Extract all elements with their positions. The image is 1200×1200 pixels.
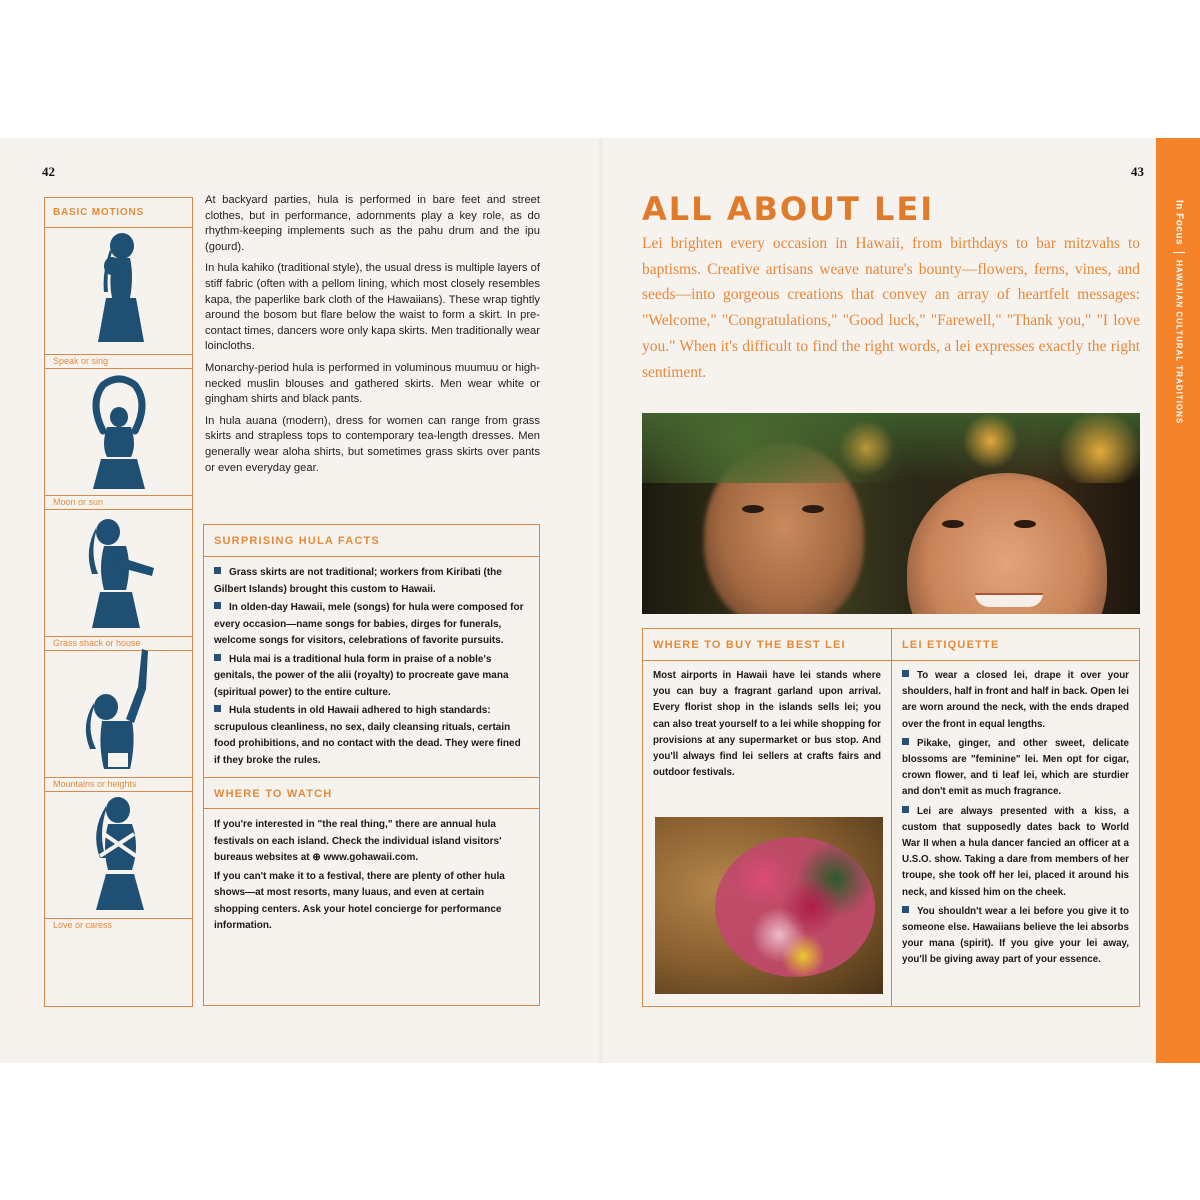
square-bullet-icon [902, 906, 909, 913]
fact-text: Grass skirts are not traditional; workers from Kiribati (the Gilbert Islands) brought this custom to Hawaii. [214, 567, 502, 595]
hula-figure-speak-icon [45, 228, 192, 354]
eye [942, 520, 964, 528]
motion-caption: Speak or sing [45, 354, 192, 368]
etiquette-text: You shouldn't wear a lei before you give it to someone else. Hawaiians believe the lei absorbs your mana (spirit). If you give your lei away, you'll be giving away part of your essence. [902, 905, 1129, 966]
square-bullet-icon [214, 654, 221, 661]
side-tab-text [1173, 200, 1185, 424]
where-to-watch-text [204, 809, 539, 943]
etiquette-item [902, 904, 1129, 969]
square-bullet-icon [902, 806, 909, 813]
motion-caption: Moon or sun [45, 495, 192, 509]
hula-figure-moon-icon [45, 369, 192, 495]
book-spread [0, 138, 1200, 1063]
hula-figure-love-icon [45, 792, 192, 918]
side-tab-section: HAWAIIAN CULTURAL TRADITIONS [1174, 260, 1184, 425]
etiquette-text: To wear a closed lei, drape it over your shoulders, half in front and half in back. Open lei are worn around the neck, with the ends draped over the front in equal lengths. [902, 670, 1129, 730]
motion-caption: Grass shack or house [45, 636, 192, 650]
page-number-right: 43 [1131, 164, 1144, 179]
lei-etiquette-list [892, 661, 1139, 979]
section-side-tab [1156, 138, 1200, 1063]
basic-motions-header: BASIC MOTIONS [45, 198, 192, 228]
watch-paragraph: If you're interested in "the real thing," there are annual hula festivals on each island. Check the individual island visitors' bureaus websites at ⊕ www.gohawaii.com. [214, 819, 502, 863]
where-to-buy-header: WHERE TO BUY THE BEST LEI [643, 629, 891, 661]
etiquette-item [902, 804, 1129, 901]
square-bullet-icon [214, 567, 221, 574]
motion-caption: Love or caress [45, 918, 192, 932]
page-title: ALL ABOUT LEI [642, 190, 935, 228]
etiquette-item [902, 668, 1129, 733]
hula-dress-text [205, 193, 540, 482]
fact-text: Hula mai is a traditional hula form in praise of a noble's genitals, the power of the alii (royalty) to procreate gave mana (spiritual power) to the entire culture. [214, 653, 509, 698]
basic-motions-panel [44, 197, 193, 1007]
square-bullet-icon [214, 705, 221, 712]
hula-figure-mountain-icon [45, 651, 192, 777]
motion-item [45, 228, 192, 369]
motion-caption: Mountains or heights [45, 777, 192, 791]
body-paragraph: In hula auana (modern), dress for women can range from grass skirts and strapless tops to contemporary tea-length dresses. Men generally wear aloha shirts, but sometimes grass skirts over pants or even everyday gear. [205, 414, 540, 474]
fact-item [214, 703, 529, 769]
etiquette-item [902, 736, 1129, 801]
book-gutter [598, 138, 604, 1063]
etiquette-text: Lei are always presented with a kiss, a custom that supposedly dates back to World War II when a hula dancer fancied an officer at a U.S.O. show. Taking a dare from members of her troupe, she took off her lei, placed it around his neck, and kissed him on the cheek. [902, 805, 1129, 898]
side-tab-divider [1173, 252, 1185, 253]
fact-item [214, 600, 529, 650]
where-to-watch-header: WHERE TO WATCH [204, 777, 539, 809]
motion-item [45, 651, 192, 792]
lei-etiquette-box [892, 628, 1140, 1007]
motion-item [45, 510, 192, 651]
hula-facts-box [203, 524, 540, 1006]
hula-figure-house-icon [45, 510, 192, 636]
square-bullet-icon [214, 602, 221, 609]
fact-item [214, 652, 529, 702]
body-paragraph: Monarchy-period hula is performed in voluminous muumuu or high-necked muslin blouses and gathered skirts. Men wear white or gingham shirts and black pants. [205, 361, 540, 406]
square-bullet-icon [902, 670, 909, 677]
body-paragraph: In hula kahiko (traditional style), the usual dress is multiple layers of stiff fabric (often with a pellom lining, which most closely resembles kapa, the paperlike bark cloth of the Hawaiians). These wrap tightly around the bosom but flare below the waist to form a skirt. In pre-contact times, dancers wore only kapa skirts. Men traditionally wear loincloths. [205, 262, 540, 353]
flower-crown [642, 413, 1140, 483]
eye [1014, 520, 1036, 528]
square-bullet-icon [902, 738, 909, 745]
couple-lei-photo [642, 413, 1140, 614]
surprising-facts-list [204, 557, 539, 777]
fact-text: Hula students in old Hawaii adhered to high standards: scrupulous cleanliness, no sex, daily cleansing rituals, certain food prohibitions, and no contact with the dead. They were fined if they broke the rules. [214, 705, 521, 766]
body-paragraph: At backyard parties, hula is performed in bare feet and street clothes, but in performance, adornments play a key role, as do rhythm-keeping implements such as the pahu drum and the ipu (gourd). [205, 194, 540, 253]
where-to-buy-text: Most airports in Hawaii have lei stands where you can buy a fragrant garland upon arrival. Every florist shop in the islands sells lei; you can also treat yourself to a lei while shopping for provisions at any supermarket or bus stop. And you'll always find lei sellers at crafts fairs and outdoor festivals. [653, 670, 881, 779]
motion-item [45, 369, 192, 510]
watch-paragraph: If you can't make it to a festival, there are plenty of other hula shows—at most resorts, many luaus, and even at certain shopping centers. Ask your hotel concierge for performance information. [214, 870, 505, 931]
motion-item [45, 792, 192, 932]
fact-text: In olden-day Hawaii, mele (songs) for hula were composed for every occasion—name songs for babies, dirges for funerals, welcome songs for visitors, celebrations of favorite pursuits. [214, 602, 524, 646]
fact-item [214, 565, 529, 598]
lei-etiquette-header: LEI ETIQUETTE [892, 629, 1139, 661]
surprising-facts-header: SURPRISING HULA FACTS [204, 525, 539, 557]
lei-basket-photo [655, 817, 883, 994]
eye [742, 505, 764, 513]
eye [802, 505, 824, 513]
where-to-buy-box [642, 628, 892, 1007]
page-number-left: 42 [42, 164, 55, 179]
etiquette-text: Pikake, ginger, and other sweet, delicate blossoms are "feminine" lei. Men opt for cigar, crown flower, and ti leaf lei, which are sturdier and don't emit as much fragrance. [902, 737, 1129, 798]
intro-paragraph: Lei brighten every occasion in Hawaii, from birthdays to bar mitzvahs to baptisms. Creative artisans weave nature's bounty—flowers, ferns, vines, and seeds—into gorgeous creations that convey an array of heartfelt messages: "Welcome," "Congratulations," "Good luck," "Farewell," "Thank you," "I love you." When it's difficult to find the right words, a lei expresses exactly the right sentiment. [642, 235, 1140, 381]
smile [975, 593, 1043, 607]
flower-lei [715, 837, 875, 977]
side-tab-label: In Focus [1173, 200, 1185, 246]
